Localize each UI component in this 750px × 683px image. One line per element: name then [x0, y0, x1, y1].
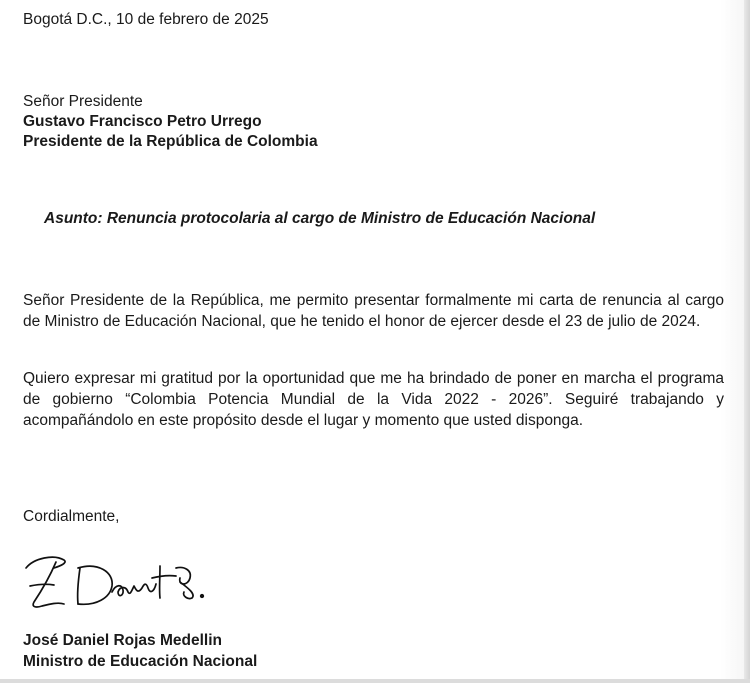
recipient-salutation: Señor Presidente — [23, 93, 143, 110]
page-bottom-edge — [0, 679, 750, 683]
letter-date: Bogotá D.C., 10 de febrero de 2025 — [23, 11, 269, 28]
recipient-block — [23, 92, 318, 152]
signer-title: Ministro de Educación Nacional — [23, 653, 258, 670]
signer-name: José Daniel Rojas Medellin — [23, 632, 222, 649]
letter-closing: Cordialmente, — [23, 508, 120, 525]
recipient-name: Gustavo Francisco Petro Urrego — [23, 113, 262, 130]
page-edge-shadow — [744, 0, 750, 683]
letter-subject: Asunto: Renuncia protocolaria al cargo de Ministro de Educación Nacional — [44, 210, 596, 227]
signature-icon — [20, 538, 220, 618]
recipient-title: Presidente de la República de Colombia — [23, 133, 318, 150]
body-paragraph-2: Quiero expresar mi gratitud por la oportunidad que me ha brindado de poner en marcha el programa de gobierno “Colombia Potencia Mundial de la Vida 2022 - 2026”. Seguiré trabajando y acompañándolo en este propósito desde el lugar y momento que usted disponga. — [23, 370, 724, 429]
signer-block — [23, 630, 257, 672]
body-paragraph-1: Señor Presidente de la República, me permito presentar formalmente mi carta de renuncia al cargo de Ministro de Educación Nacional, que he tenido el honor de ejercer desde el 23 de julio de 2024. — [23, 292, 724, 330]
